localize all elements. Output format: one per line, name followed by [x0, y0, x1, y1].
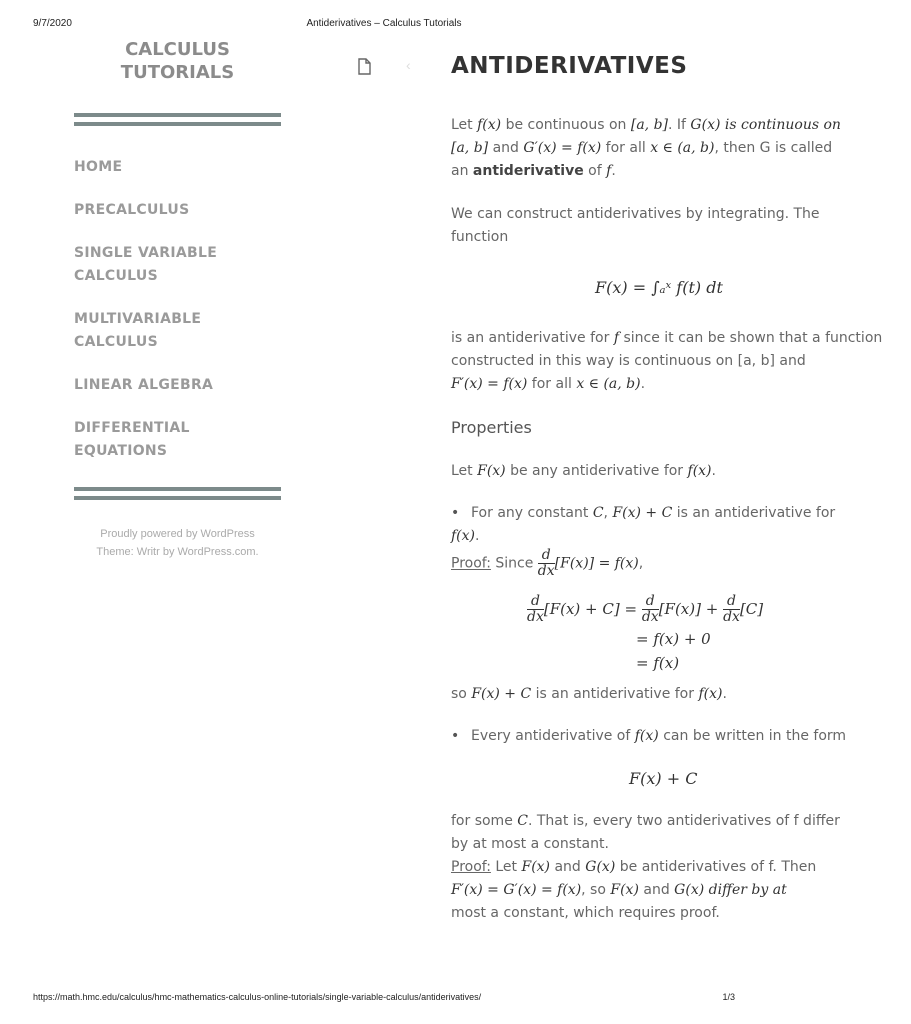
definition-paragraph: Let f(x) be continuous on [a, b]. If G(x) is continuous on [a, b] and G′(x) = f(x) for all x ∈ (a, b), then G is called an antiderivative of f. [451, 117, 841, 179]
nav-label: HOME [74, 159, 123, 175]
properties-intro: Let F(x) be any antiderivative for f(x). [451, 463, 716, 479]
uniqueness-paragraph: for some C. That is, every two antiderivatives of f differ by at most a constant. Proof: Let F(x) and G(x) be antiderivatives of f. Then F′(x) = G′(x) = f(x), so F(x) and G(x) differ by at most a constant, which requires proof. [451, 813, 840, 921]
equation-general-form: F(x) + C [629, 769, 698, 788]
sidebar [74, 38, 281, 561]
section-heading: Properties [451, 418, 532, 437]
nav-item-single-variable-calculus[interactable] [74, 242, 281, 288]
wordpress-link[interactable]: Proudly powered by WordPress [100, 528, 255, 540]
document-icon[interactable] [357, 58, 372, 75]
antiderivative-paragraph: is an antiderivative for f since it can be shown that a function constructed in this way is continuous on [a, b] and F′(x) = f(x) for all x ∈ (a, b). [451, 330, 883, 392]
theme-link[interactable]: Theme: Writr by WordPress.com. [96, 546, 259, 558]
print-header [0, 18, 768, 32]
nav-item-precalculus[interactable] [74, 199, 281, 222]
nav-label: CALCULUS [74, 334, 158, 350]
derivation-block: $\frac{d}{dx}$ [F(x) + C] = $\frac{d}{dx}$ [F(x)] + $\frac{d}{dx}$ [C] = f(x) + 0 = f(x) [527, 593, 764, 672]
divider [74, 113, 281, 117]
nav-label: SINGLE VARIABLE [74, 245, 218, 261]
site-title-line1: CALCULUS [125, 39, 230, 60]
conclusion-paragraph: so F(x) + C is an antiderivative for f(x). [451, 686, 727, 702]
nav-label: EQUATIONS [74, 443, 168, 459]
page-url: https://math.hmc.edu/calculus/hmc-mathematics-calculus-online-tutorials/single-variable-calculus/antiderivatives/ [33, 992, 482, 1002]
page-title: ANTIDERIVATIVES [451, 53, 688, 79]
nav-item-linear-algebra[interactable] [74, 374, 281, 397]
article [451, 50, 883, 960]
proof-line: Proof: Since $\frac{d}{dx}$ [F(x)] = f(x), [451, 547, 644, 579]
site-title[interactable] [74, 38, 281, 84]
nav-label: CALCULUS [74, 268, 158, 284]
site-title-line2: TUTORIALS [120, 62, 235, 83]
construction-paragraph: We can construct antiderivatives by integrating. The function [451, 206, 820, 245]
divider [74, 496, 281, 500]
page-number: 1/3 [722, 992, 735, 1002]
chevron-left-icon[interactable]: ‹ [406, 57, 411, 73]
list-item: • For any constant C, F(x) + C is an antiderivative for f(x). [451, 502, 911, 548]
nav-label: MULTIVARIABLE [74, 311, 202, 327]
nav-item-multivariable-calculus[interactable] [74, 308, 281, 354]
print-title: Antiderivatives – Calculus Tutorials [306, 18, 462, 29]
nav-label: PRECALCULUS [74, 202, 190, 218]
nav-label: DIFFERENTIAL [74, 420, 190, 436]
proof-label: Proof: [451, 555, 491, 572]
nav-item-differential-equations[interactable] [74, 417, 281, 463]
divider [74, 487, 281, 491]
divider [74, 122, 281, 126]
footer-credit [74, 525, 281, 561]
list-item: • Every antiderivative of f(x) can be written in the form [451, 725, 911, 748]
main-navigation [74, 156, 281, 463]
equation-integral: F(x) = ∫ₐˣ f(t) dt [595, 278, 723, 297]
nav-label: LINEAR ALGEBRA [74, 377, 214, 393]
nav-item-home[interactable] [74, 156, 281, 179]
print-date: 9/7/2020 [33, 18, 72, 29]
proof-label: Proof: [451, 859, 491, 875]
